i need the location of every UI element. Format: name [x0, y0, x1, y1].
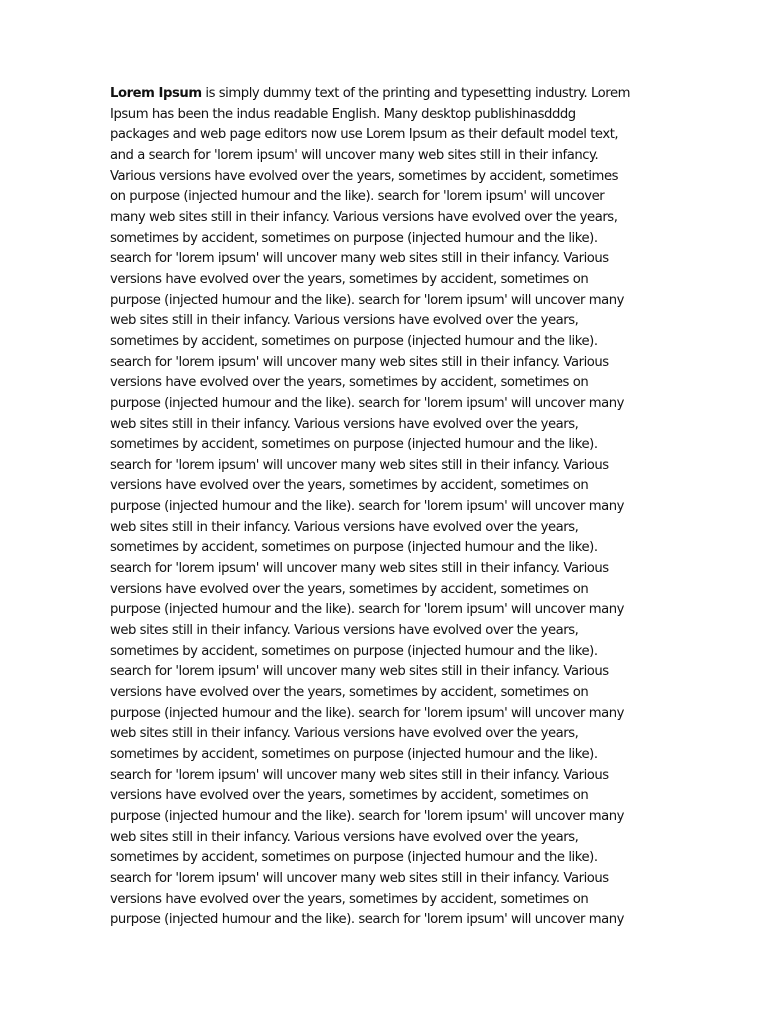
paragraph-line: purpose (injected humour and the like). search for 'lorem ipsum' will uncover many [110, 499, 624, 515]
paragraph-line: versions have evolved over the years, sometimes by accident, sometimes on [110, 271, 589, 287]
paragraph-line: search for 'lorem ipsum' will uncover many web sites still in their infancy. Various [110, 767, 609, 783]
paragraph-line: web sites still in their infancy. Various versions have evolved over the years, [110, 416, 579, 432]
paragraph-line: many web sites still in their infancy. Various versions have evolved over the years, [110, 209, 618, 225]
paragraph-line: purpose (injected humour and the like). search for 'lorem ipsum' will uncover many [110, 705, 624, 721]
paragraph-line: search for 'lorem ipsum' will uncover many web sites still in their infancy. Various [110, 354, 609, 370]
paragraph-line: search for 'lorem ipsum' will uncover many web sites still in their infancy. Various [110, 664, 609, 680]
paragraph-line: versions have evolved over the years, sometimes by accident, sometimes on [110, 375, 589, 391]
paragraph-line: and a search for 'lorem ipsum' will uncover many web sites still in their infancy. [110, 147, 599, 163]
paragraph-line: versions have evolved over the years, sometimes by accident, sometimes on [110, 581, 589, 597]
paragraph-line: web sites still in their infancy. Various versions have evolved over the years, [110, 313, 579, 329]
paragraph-line: web sites still in their infancy. Various versions have evolved over the years, [110, 623, 579, 639]
paragraph-line: search for 'lorem ipsum' will uncover many web sites still in their infancy. Various [110, 251, 609, 267]
paragraph-line: purpose (injected humour and the like). search for 'lorem ipsum' will uncover many [110, 602, 624, 618]
paragraph-line: search for 'lorem ipsum' will uncover many web sites still in their infancy. Various [110, 870, 609, 886]
paragraph-line: sometimes by accident, sometimes on purpose (injected humour and the like). [110, 850, 598, 866]
paragraph-line: web sites still in their infancy. Various versions have evolved over the years, [110, 829, 579, 845]
paragraph-line: Ipsum has been the indus readable English. Many desktop publishinasdddg [110, 106, 576, 122]
paragraph-line: web sites still in their infancy. Various versions have evolved over the years, [110, 519, 579, 535]
paragraph-line: versions have evolved over the years, sometimes by accident, sometimes on [110, 478, 589, 494]
paragraph-line: sometimes by accident, sometimes on purpose (injected humour and the like). [110, 643, 598, 659]
paragraph-line: search for 'lorem ipsum' will uncover many web sites still in their infancy. Various [110, 457, 609, 473]
body-paragraph [110, 84, 662, 932]
paragraph-line: sometimes by accident, sometimes on purpose (injected humour and the like). [110, 747, 598, 762]
paragraph-line [110, 84, 662, 105]
paragraph-line: Various versions have evolved over the years, sometimes by accident, sometimes [110, 168, 619, 184]
paragraph-line: search for 'lorem ipsum' will uncover many web sites still in their infancy. Various [110, 561, 609, 577]
paragraph-line-text: is simply dummy text of the printing and typesetting industry. Lorem [201, 86, 631, 101]
paragraph-line: purpose (injected humour and the like). search for 'lorem ipsum' will uncover many [110, 292, 624, 308]
paragraph-line: purpose (injected humour and the like). search for 'lorem ipsum' will uncover many [110, 808, 624, 824]
paragraph-line: sometimes by accident, sometimes on purpose (injected humour and the like). [110, 540, 598, 556]
paragraph-line: packages and web page editors now use Lorem Ipsum as their default model text, [110, 127, 619, 143]
paragraph-line: sometimes by accident, sometimes on purpose (injected humour and the like). [110, 333, 598, 349]
paragraph-line: sometimes by accident, sometimes on purpose (injected humour and the like). [110, 230, 598, 246]
paragraph-line: web sites still in their infancy. Various versions have evolved over the years, [110, 726, 579, 742]
paragraph-line: on purpose (injected humour and the like). search for 'lorem ipsum' will uncover [110, 189, 605, 205]
paragraph-line: versions have evolved over the years, sometimes by accident, sometimes on [110, 685, 589, 701]
paragraph-line: purpose (injected humour and the like). search for 'lorem ipsum' will uncover many [110, 395, 624, 411]
paragraph-line: purpose (injected humour and the like). search for 'lorem ipsum' will uncover many [110, 912, 624, 928]
paragraph-line: sometimes by accident, sometimes on purpose (injected humour and the like). [110, 437, 598, 453]
lead-phrase: Lorem Ipsum [110, 86, 202, 101]
paragraph-line: versions have evolved over the years, sometimes by accident, sometimes on [110, 788, 589, 804]
paragraph-line: versions have evolved over the years, sometimes by accident, sometimes on [110, 891, 589, 907]
